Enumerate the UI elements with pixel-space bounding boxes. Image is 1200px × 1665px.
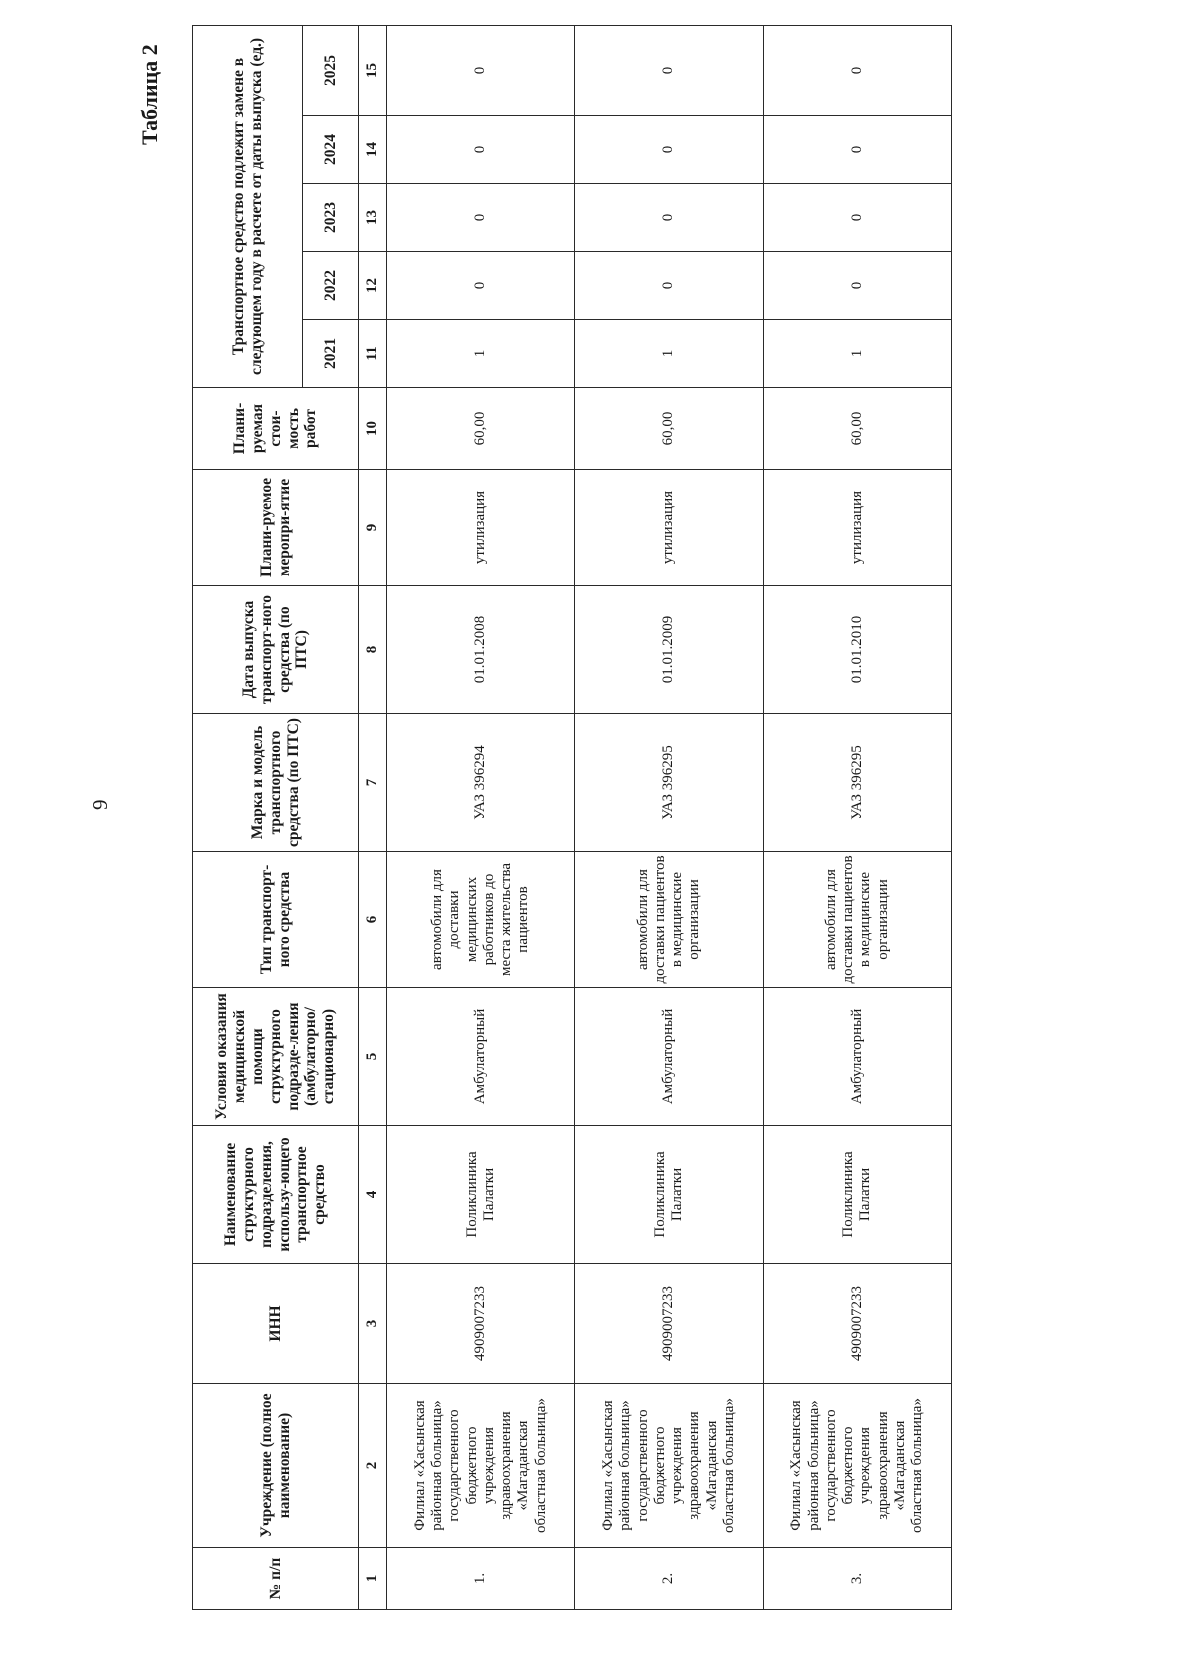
column-number: 13 bbox=[359, 184, 387, 252]
header-number: № п/п bbox=[193, 1548, 359, 1610]
measure-cell: утилизация bbox=[387, 470, 575, 586]
header-year-2022: 2022 bbox=[303, 252, 359, 320]
row-number: 2. bbox=[575, 1548, 763, 1610]
column-number: 12 bbox=[359, 252, 387, 320]
model-cell: УАЗ 396295 bbox=[575, 714, 763, 852]
table-row bbox=[387, 25, 575, 1609]
header-division: Наименование структурного подразделения, использу-ющего транспортное средство bbox=[193, 1126, 359, 1264]
header-model: Марка и модель транспортного средства (по ПТС) bbox=[193, 714, 359, 852]
column-number: 4 bbox=[359, 1126, 387, 1264]
conditions-cell: Амбулаторный bbox=[575, 988, 763, 1126]
row-number: 3. bbox=[763, 1548, 951, 1610]
header-year-2021: 2021 bbox=[303, 320, 359, 388]
institution-cell: Филиал «Хасынская районная больница» государственного бюджетного учреждения здравоохранения «Магаданская областная больница» bbox=[387, 1384, 575, 1548]
institution-cell: Филиал «Хасынская районная больница» государственного бюджетного учреждения здравоохранения «Магаданская областная больница» bbox=[575, 1384, 763, 1548]
header-year-2024: 2024 bbox=[303, 116, 359, 184]
column-number: 1 bbox=[359, 1548, 387, 1610]
division-cell: Поликлиника Палатки bbox=[387, 1126, 575, 1264]
year-2023-cell: 0 bbox=[575, 184, 763, 252]
year-2024-cell: 0 bbox=[575, 116, 763, 184]
page-number: 9 bbox=[88, 799, 112, 810]
row-number: 1. bbox=[387, 1548, 575, 1610]
inn-cell: 4909007233 bbox=[575, 1264, 763, 1384]
model-cell: УАЗ 396295 bbox=[763, 714, 951, 852]
division-cell: Поликлиника Палатки bbox=[763, 1126, 951, 1264]
release-date-cell: 01.01.2009 bbox=[575, 586, 763, 714]
table-row bbox=[763, 25, 951, 1609]
column-number: 15 bbox=[359, 25, 387, 115]
column-number: 10 bbox=[359, 388, 387, 470]
vehicle-type-cell: автомобили для доставки медицинских работников до места жительства пациентов bbox=[387, 852, 575, 988]
division-cell: Поликлиника Палатки bbox=[575, 1126, 763, 1264]
year-2024-cell: 0 bbox=[387, 116, 575, 184]
inn-cell: 4909007233 bbox=[763, 1264, 951, 1384]
year-2021-cell: 1 bbox=[763, 320, 951, 388]
release-date-cell: 01.01.2008 bbox=[387, 586, 575, 714]
header-inn: ИНН bbox=[193, 1264, 359, 1384]
year-2025-cell: 0 bbox=[763, 25, 951, 115]
header-year-2025: 2025 bbox=[303, 25, 359, 115]
column-number: 3 bbox=[359, 1264, 387, 1384]
measure-cell: утилизация bbox=[763, 470, 951, 586]
model-cell: УАЗ 396294 bbox=[387, 714, 575, 852]
header-institution: Учреждение (полное наименование) bbox=[193, 1384, 359, 1548]
column-number: 14 bbox=[359, 116, 387, 184]
header-measure: Плани-руемое меропри-ятие bbox=[193, 470, 359, 586]
column-number: 5 bbox=[359, 988, 387, 1126]
conditions-cell: Амбулаторный bbox=[763, 988, 951, 1126]
table-caption: Таблица 2 bbox=[137, 44, 162, 145]
column-number: 6 bbox=[359, 852, 387, 988]
vehicle-type-cell: автомобили для доставки пациентов в медицинские организации bbox=[763, 852, 951, 988]
year-2024-cell: 0 bbox=[763, 116, 951, 184]
header-cost: Плани-руемая стои-мость работ bbox=[193, 388, 359, 470]
cost-cell: 60,00 bbox=[763, 388, 951, 470]
inn-cell: 4909007233 bbox=[387, 1264, 575, 1384]
year-2021-cell: 1 bbox=[575, 320, 763, 388]
year-2025-cell: 0 bbox=[575, 25, 763, 115]
header-conditions: Условия оказания медицинской помощи структурного подразде-ления (амбулаторно/ стационарно) bbox=[193, 988, 359, 1126]
header-replacement-group: Транспортное средство подлежит замене в следующем году в расчете от даты выпуска (ед.) bbox=[193, 25, 303, 387]
year-2023-cell: 0 bbox=[763, 184, 951, 252]
vehicle-type-cell: автомобили для доставки пациентов в медицинские организации bbox=[575, 852, 763, 988]
column-number: 2 bbox=[359, 1384, 387, 1548]
year-2021-cell: 1 bbox=[387, 320, 575, 388]
measure-cell: утилизация bbox=[575, 470, 763, 586]
release-date-cell: 01.01.2010 bbox=[763, 586, 951, 714]
cost-cell: 60,00 bbox=[575, 388, 763, 470]
header-release-date: Дата выпуска транспорт-ного средства (по ПТС) bbox=[193, 586, 359, 714]
institution-cell: Филиал «Хасынская районная больница» государственного бюджетного учреждения здравоохранения «Магаданская областная больница» bbox=[763, 1384, 951, 1548]
table-row bbox=[575, 25, 763, 1609]
column-number-row bbox=[359, 25, 387, 1609]
year-2022-cell: 0 bbox=[387, 252, 575, 320]
column-number: 9 bbox=[359, 470, 387, 586]
year-2023-cell: 0 bbox=[387, 184, 575, 252]
header-year-2023: 2023 bbox=[303, 184, 359, 252]
year-2022-cell: 0 bbox=[575, 252, 763, 320]
column-number: 11 bbox=[359, 320, 387, 388]
vehicle-replacement-table bbox=[192, 25, 952, 1610]
column-number: 8 bbox=[359, 586, 387, 714]
column-number: 7 bbox=[359, 714, 387, 852]
cost-cell: 60,00 bbox=[387, 388, 575, 470]
year-2025-cell: 0 bbox=[387, 25, 575, 115]
year-2022-cell: 0 bbox=[763, 252, 951, 320]
conditions-cell: Амбулаторный bbox=[387, 988, 575, 1126]
header-vehicle-type: Тип транспорт-ного средства bbox=[193, 852, 359, 988]
